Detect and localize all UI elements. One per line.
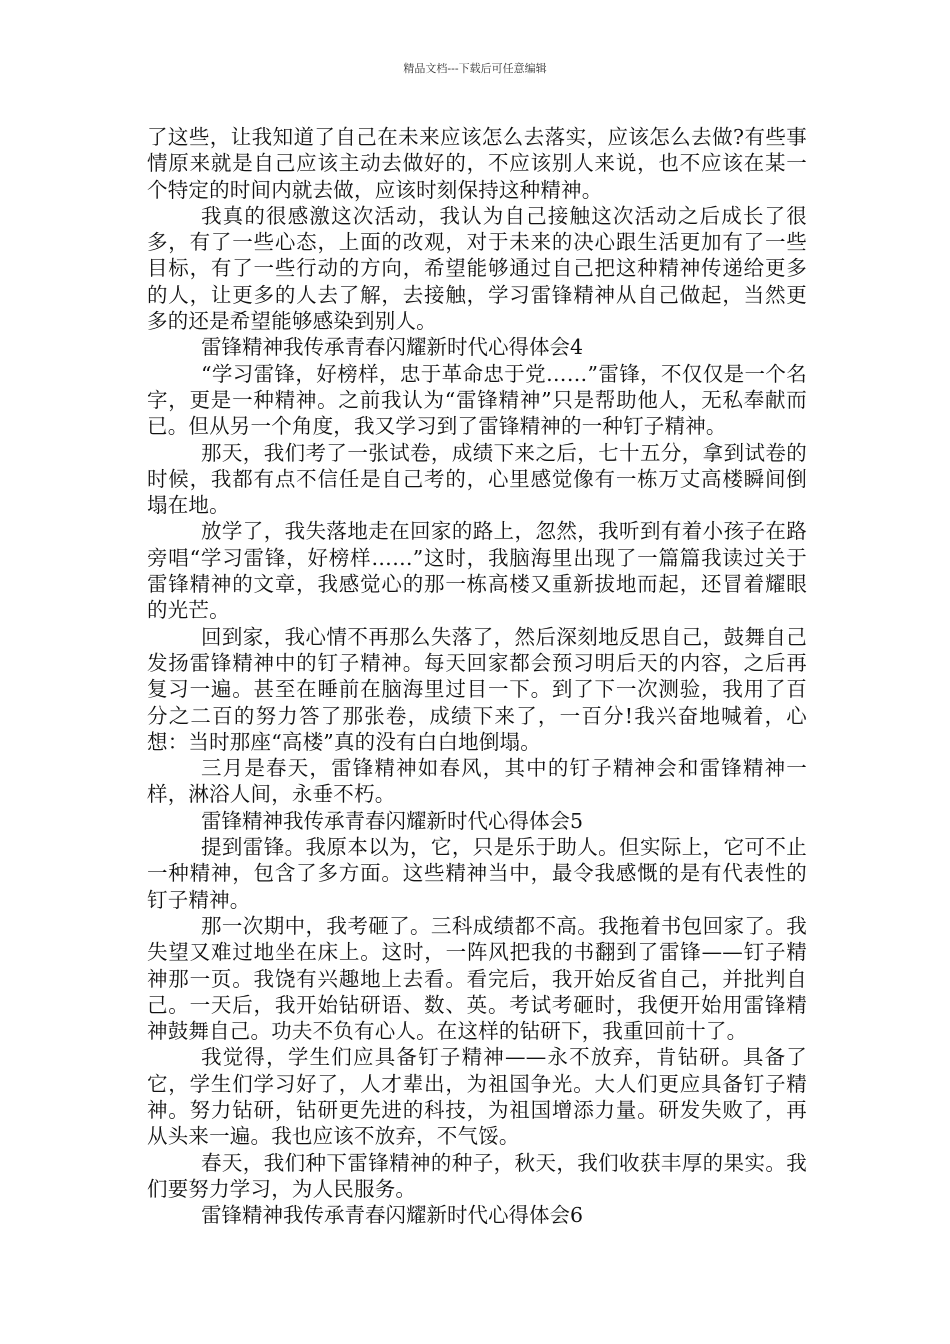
- paragraph: 提到雷锋。我原本以为，它，只是乐于助人。但实际上，它可不止一种精神，包含了多方面。这些精神当中，最令我感慨的是有代表性的钉子精神。: [147, 835, 807, 912]
- document-body: [147, 124, 807, 1228]
- paragraph: 回到家，我心情不再那么失落了，然后深刻地反思自己，鼓舞自己发扬雷锋精神中的钉子精神。每天回家都会预习明后天的内容，之后再复习一遍。甚至在睡前在脑海里过目一下。到了下一次测验，我用了百分之二百的努力答了那张卷，成绩下来了，一百分!我兴奋地喊着，心想：当时那座“高楼”真的没有白白地倒塌。: [147, 624, 807, 754]
- paragraph: 那一次期中，我考砸了。三科成绩都不高。我拖着书包回家了。我失望又难过地坐在床上。这时，一阵风把我的书翻到了雷锋——钉子精神那一页。我饶有兴趣地上去看。看完后，我开始反省自己，并批判自己。一天后，我开始钻研语、数、英。考试考砸时，我便开始用雷锋精神鼓舞自己。功夫不负有心人。在这样的钻研下，我重回前十了。: [147, 913, 807, 1044]
- page-header: 精品文档---下载后可任意编辑: [403, 62, 547, 75]
- paragraph: 我真的很感激这次活动，我认为自己接触这次活动之后成长了很多，有了一些心态，上面的改观，对于未来的决心跟生活更加有了一些目标，有了一些行动的方向，希望能够通过自己把这种精神传递给更多的人，让更多的人去了解，去接触，学习雷锋精神从自己做起，当然更多的还是希望能够感染到别人。: [147, 203, 807, 334]
- paragraph: 三月是春天，雷锋精神如春风，其中的钉子精神会和雷锋精神一样，淋浴人间，永垂不朽。: [147, 756, 807, 807]
- paragraph: 放学了，我失落地走在回家的路上，忽然，我听到有着小孩子在路旁唱“学习雷锋，好榜样……”这时，我脑海里出现了一篇篇我读过关于雷锋精神的文章，我感觉心的那一栋高楼又重新拔地而起，还冒着耀眼的光芒。: [147, 519, 807, 623]
- paragraph: 我觉得，学生们应具备钉子精神——永不放弃，肯钻研。具备了它，学生们学习好了，人才辈出，为祖国争光。大人们更应具备钉子精神。努力钻研，钻研更先进的科技，为祖国增添力量。研发失败了，再从头来一遍。我也应该不放弃，不气馁。: [147, 1045, 807, 1149]
- section-heading: 雷锋精神我传承青春闪耀新时代心得体会6: [201, 1203, 584, 1228]
- paragraph: 了这些，让我知道了自己在未来应该怎么去落实，应该怎么去做?有些事情原来就是自己应该主动去做好的，不应该别人来说，也不应该在某一个特定的时间内就去做，应该时刻保持这种精神。: [147, 125, 807, 202]
- paragraph: 春天，我们种下雷锋精神的种子，秋天，我们收获丰厚的果实。我们要努力学习，为人民服务。: [147, 1150, 807, 1201]
- paragraph: 那天，我们考了一张试卷，成绩下来之后，七十五分，拿到试卷的时候，我都有点不信任是自己考的，心里感觉像有一栋万丈高楼瞬间倒塌在地。: [147, 440, 807, 518]
- section-heading: 雷锋精神我传承青春闪耀新时代心得体会4: [201, 335, 584, 360]
- paragraph: “学习雷锋，好榜样，忠于革命忠于党……”雷锋，不仅仅是一个名字，更是一种精神。之前我认为“雷锋精神”只是帮助他人，无私奉献而已。但从另一个角度，我又学习到了雷锋精神的一种钉子精神。: [147, 361, 807, 439]
- section-heading: 雷锋精神我传承青春闪耀新时代心得体会5: [201, 808, 584, 833]
